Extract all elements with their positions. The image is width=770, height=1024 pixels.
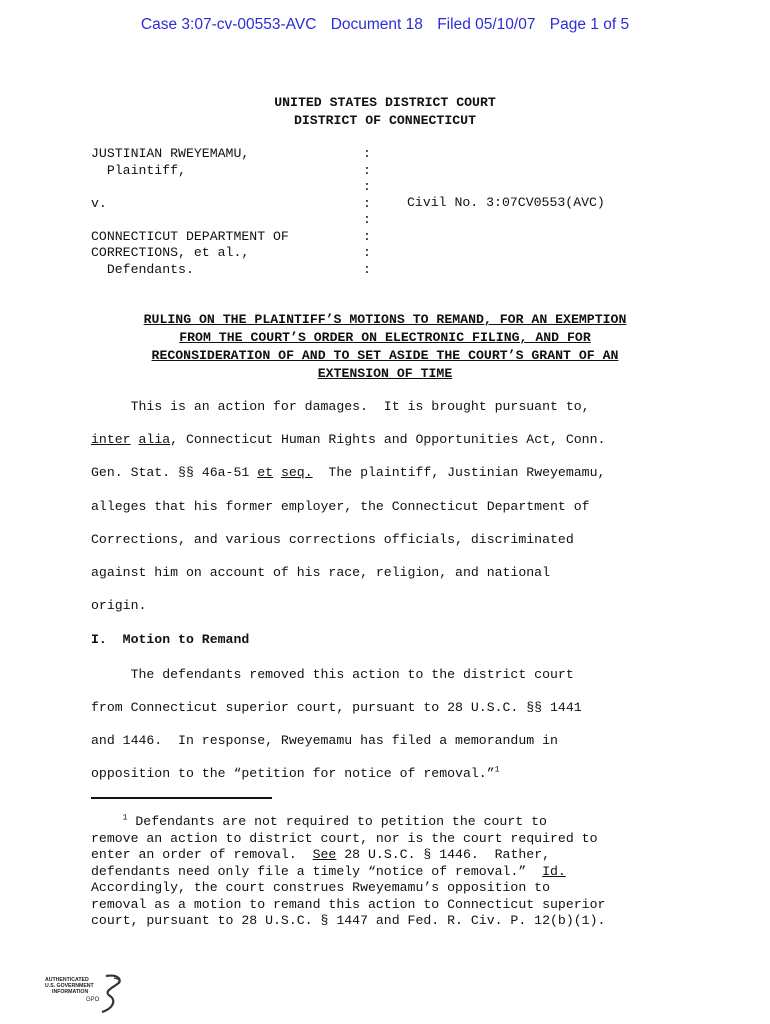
- eagle-icon: [102, 976, 120, 1012]
- case-caption-parties: [91, 146, 289, 278]
- italic-term: alia: [138, 432, 171, 447]
- body-line: from Connecticut superior court, pursuant to 28 U.S.C. §§ 1441: [91, 700, 582, 715]
- italic-term: et: [257, 465, 274, 480]
- footnote-line: Accordingly, the court construes Rweyemamu’s opposition to: [91, 880, 550, 895]
- colon: :: [363, 261, 371, 277]
- text-run: Defendants are not required to petition the court to: [127, 814, 547, 829]
- filed-date: Filed 05/10/07: [437, 16, 536, 33]
- page-indicator: Page 1 of 5: [549, 16, 630, 33]
- seal-text: INFORMATION: [52, 989, 89, 995]
- colon: :: [363, 245, 371, 260]
- caption-line: CONNECTICUT DEPARTMENT OF: [91, 228, 289, 244]
- document-number: Document 18: [330, 16, 423, 33]
- caption-line: [91, 212, 289, 229]
- title-line: FROM THE COURT’S ORDER ON ELECTRONIC FILING, AND FOR: [179, 330, 591, 345]
- caption-line: Defendants.: [91, 261, 194, 277]
- footnote-line: [91, 847, 605, 864]
- text-run: enter an order of removal.: [91, 847, 313, 862]
- body-line: and 1446. In response, Rweyemamu has filed a memorandum in: [91, 733, 558, 748]
- ecf-header: [0, 16, 770, 34]
- footnote-line: court, pursuant to 28 U.S.C. § 1447 and Fed. R. Civ. P. 12(b)(1).: [91, 913, 606, 928]
- ruling-title: [0, 311, 770, 383]
- text-run: defendants need only file a timely “notice of removal.”: [91, 863, 543, 879]
- text-run: 28 U.S.C. § 1446. Rather,: [336, 847, 551, 862]
- italic-term: See: [312, 847, 337, 862]
- italic-term: Id.: [542, 863, 566, 879]
- footnote-line: removal as a motion to remand this action to Connecticut superior: [91, 896, 606, 912]
- civil-number: Civil No. 3:07CV0553(AVC): [407, 195, 605, 210]
- body-line: alleges that his former employer, the Connecticut Department of: [91, 499, 590, 514]
- footnote-line: [91, 864, 605, 881]
- colon: :: [363, 162, 371, 178]
- court-name: UNITED STATES DISTRICT COURT: [274, 95, 496, 110]
- body-line: [91, 766, 499, 781]
- text-run: opposition to the “petition for notice of removal.”: [91, 766, 495, 781]
- footnote-line: remove an action to district court, nor is the court required to: [91, 830, 598, 846]
- seal-text: GPO: [86, 997, 100, 1003]
- caption-line: [91, 179, 289, 196]
- body-line: origin.: [91, 598, 147, 613]
- seal-text: AUTHENTICATED: [45, 977, 89, 983]
- body-line: against him on account of his race, religion, and national: [91, 565, 550, 580]
- footnote: [91, 814, 605, 930]
- colon: :: [363, 212, 371, 227]
- court-district: DISTRICT OF CONNECTICUT: [293, 113, 477, 128]
- footnote-divider: [91, 797, 272, 799]
- case-number: Case 3:07-cv-00553-AVC: [140, 16, 317, 33]
- footnote-number: 1: [122, 813, 128, 823]
- body-line: This is an action for damages. It is brought pursuant to,: [91, 399, 590, 414]
- section-heading: I. Motion to Remand: [91, 632, 250, 647]
- title-line: RECONSIDERATION OF AND TO SET ASIDE THE COURT’S GRANT OF AN: [151, 348, 619, 363]
- title-line: RULING ON THE PLAINTIFF’S MOTIONS TO REMAND, FOR AN EXEMPTION: [143, 312, 627, 327]
- body-line: Corrections, and various corrections officials, discriminated: [91, 532, 574, 547]
- caption-line: v.: [91, 195, 107, 211]
- caption-line: CORRECTIONS, et al.,: [91, 245, 250, 260]
- caption-line: JUSTINIAN RWEYEMAMU,: [91, 146, 250, 161]
- footnote-reference[interactable]: 1: [494, 765, 500, 775]
- space: [131, 432, 139, 447]
- text-run: Gen. Stat. §§ 46a-51: [91, 465, 258, 480]
- gpo-authentication-seal: [44, 972, 128, 1016]
- text-run: The plaintiff, Justinian Rweyemamu,: [312, 465, 606, 480]
- space: [273, 465, 281, 480]
- colon: :: [363, 195, 371, 211]
- italic-term: inter: [91, 432, 131, 447]
- colon: :: [363, 228, 371, 244]
- text-run: , Connecticut Human Rights and Opportunities Act, Conn.: [170, 432, 606, 447]
- body-line: The defendants removed this action to the district court: [91, 667, 574, 682]
- italic-term: seq.: [280, 465, 313, 480]
- colon: :: [363, 179, 371, 194]
- colon: :: [363, 146, 371, 161]
- footnote-line: [91, 814, 605, 831]
- body-line: [91, 432, 605, 447]
- court-heading: [0, 94, 770, 130]
- caption-line: Plaintiff,: [91, 162, 186, 178]
- body-line: [91, 465, 605, 480]
- caption-separator: [363, 146, 371, 278]
- seal-text: U.S. GOVERNMENT: [45, 983, 94, 989]
- title-line: EXTENSION OF TIME: [317, 366, 453, 381]
